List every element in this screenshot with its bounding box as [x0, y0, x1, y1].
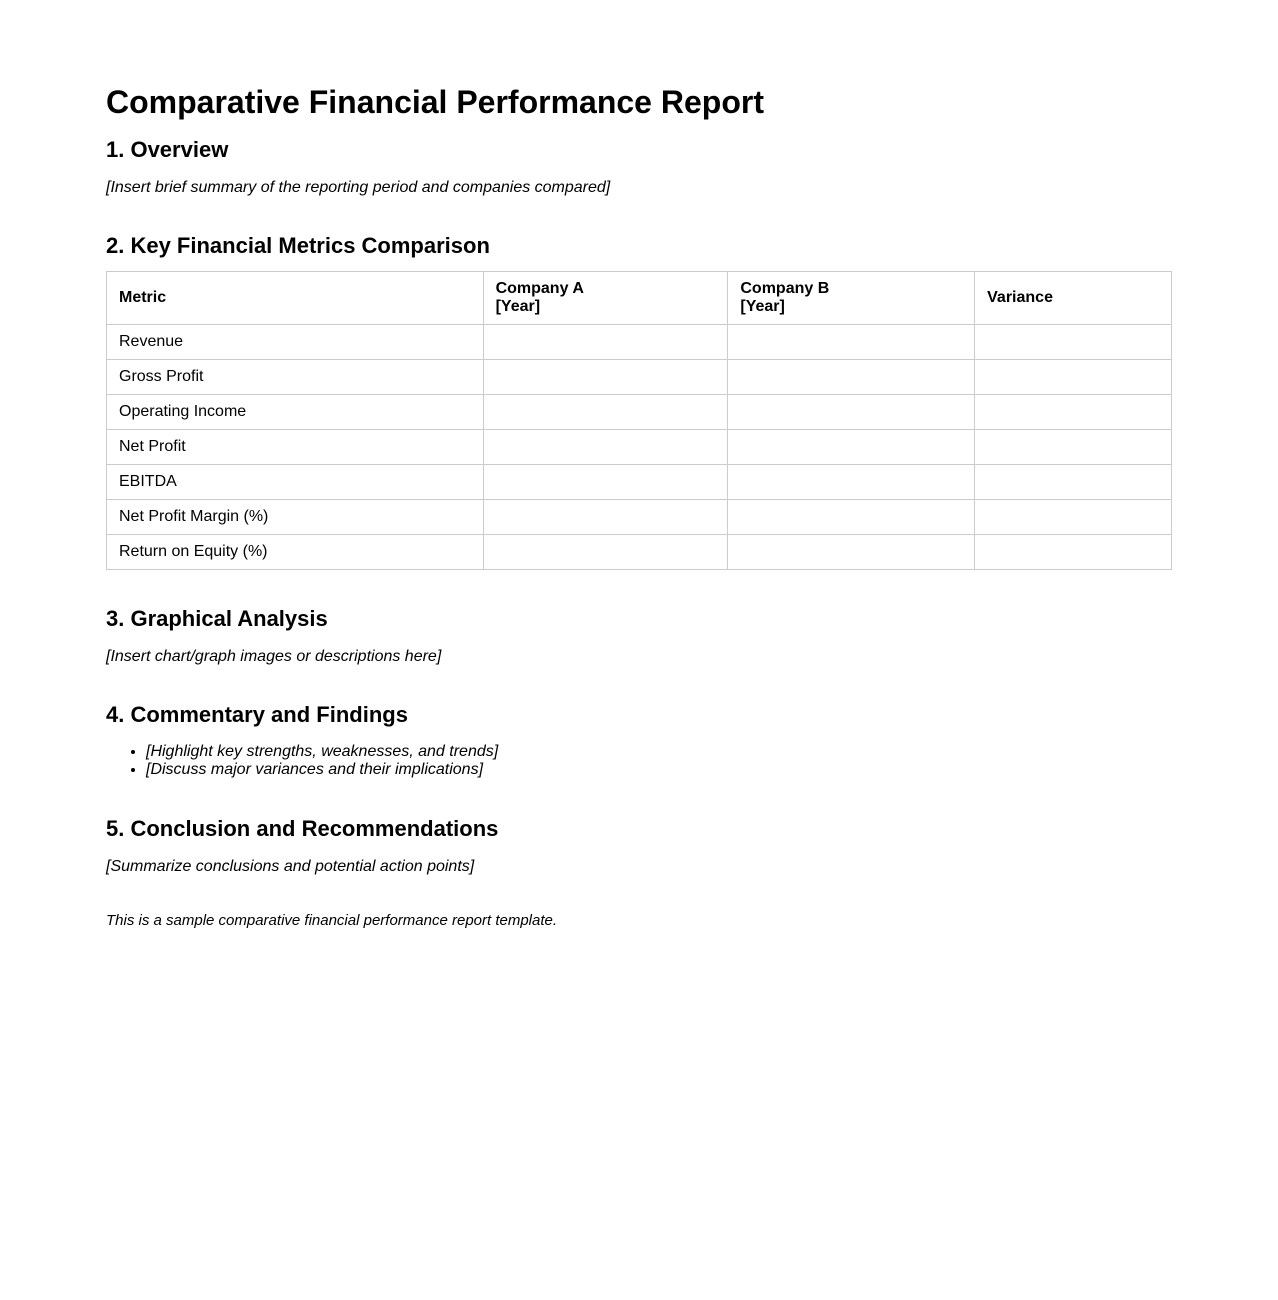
table-row: [107, 360, 1172, 395]
variance-cell[interactable]: [975, 465, 1172, 500]
variance-cell[interactable]: [975, 360, 1172, 395]
findings-list: [106, 743, 498, 779]
company-a-cell[interactable]: [483, 325, 728, 360]
header-company-a: Company A [Year]: [483, 272, 728, 325]
company-a-cell[interactable]: [483, 430, 728, 465]
footer-note: This is a sample comparative financial performance report template.: [106, 912, 558, 929]
table-row: [107, 500, 1172, 535]
metric-cell: Operating Income: [107, 395, 484, 430]
section-heading-conclusion: 5. Conclusion and Recommendations: [106, 816, 499, 841]
header-company-b: Company B [Year]: [728, 272, 975, 325]
variance-cell[interactable]: [975, 430, 1172, 465]
company-b-cell[interactable]: [728, 325, 975, 360]
metric-cell: Revenue: [107, 325, 484, 360]
company-a-cell[interactable]: [483, 500, 728, 535]
page-title: Comparative Financial Performance Report: [106, 84, 764, 120]
metrics-table: [106, 271, 1172, 570]
overview-placeholder: [Insert brief summary of the reporting period and companies compared]: [106, 179, 611, 196]
graphical-analysis-placeholder: [Insert chart/graph images or descriptions here]: [106, 648, 442, 665]
table-row: [107, 395, 1172, 430]
list-item: • [Discuss major variances and their implications]: [146, 761, 498, 779]
list-item: • [Highlight key strengths, weaknesses, and trends]: [146, 743, 498, 761]
company-a-cell[interactable]: [483, 360, 728, 395]
company-b-cell[interactable]: [728, 395, 975, 430]
company-b-cell[interactable]: [728, 430, 975, 465]
variance-cell[interactable]: [975, 395, 1172, 430]
table-row: [107, 535, 1172, 570]
section-heading-graphical-analysis: 3. Graphical Analysis: [106, 606, 328, 631]
header-metric: Metric: [107, 272, 484, 325]
company-b-cell[interactable]: [728, 535, 975, 570]
conclusion-placeholder: [Summarize conclusions and potential action points]: [106, 858, 475, 875]
metric-cell: Return on Equity (%): [107, 535, 484, 570]
section-heading-overview: 1. Overview: [106, 137, 229, 162]
company-b-cell[interactable]: [728, 465, 975, 500]
section-heading-commentary: 4. Commentary and Findings: [106, 702, 408, 727]
company-a-cell[interactable]: [483, 535, 728, 570]
table-row: [107, 465, 1172, 500]
metric-cell: Gross Profit: [107, 360, 484, 395]
variance-cell[interactable]: [975, 325, 1172, 360]
header-variance: Variance: [975, 272, 1172, 325]
variance-cell[interactable]: [975, 535, 1172, 570]
company-a-cell[interactable]: [483, 395, 728, 430]
metric-cell: Net Profit Margin (%): [107, 500, 484, 535]
company-a-cell[interactable]: [483, 465, 728, 500]
variance-cell[interactable]: [975, 500, 1172, 535]
metric-cell: Net Profit: [107, 430, 484, 465]
company-b-cell[interactable]: [728, 360, 975, 395]
table-header-row: [107, 272, 1172, 325]
company-b-cell[interactable]: [728, 500, 975, 535]
table-row: [107, 430, 1172, 465]
table-row: [107, 325, 1172, 360]
metric-cell: EBITDA: [107, 465, 484, 500]
section-heading-metrics: 2. Key Financial Metrics Comparison: [106, 233, 490, 258]
